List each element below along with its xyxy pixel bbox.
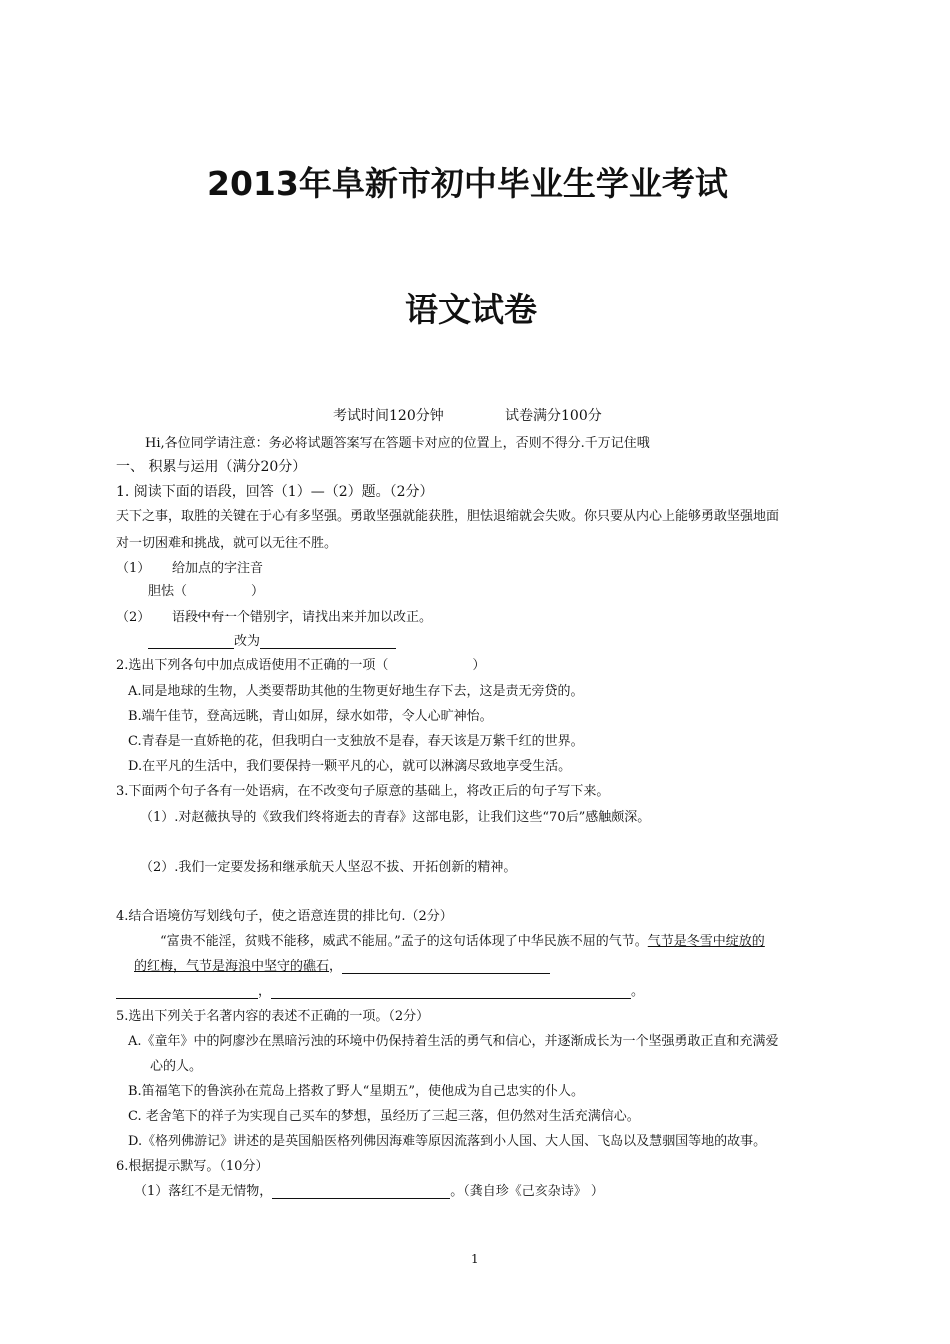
- q1-sub1-label: （1）: [116, 561, 151, 576]
- section-heading: 一、 积累与运用（满分20分）: [116, 459, 307, 475]
- exam-title: 2013年阜新市初中毕业生学业考试: [207, 164, 728, 203]
- q2-option-a: A.同是地球的生物，人类要帮助其他的生物更好地生存下去，这是责无旁贷的。: [128, 684, 584, 699]
- q4-text-plain: “富贵不能淫，贫贱不能移，威武不能屈。”孟子的这句话体现了中华民族不屈的气节。: [160, 934, 648, 949]
- q2-stem-line: [116, 654, 485, 673]
- wrong-char-blank[interactable]: [148, 634, 234, 649]
- corrected-char-blank[interactable]: [260, 634, 396, 649]
- q4-period: 。: [631, 984, 645, 999]
- q3-stem: 3.下面两个句子各有一处语病，在不改变句子原意的基础上，将改正后的句子写下来。: [116, 784, 610, 799]
- q2-option-b: B.端午佳节，登高远眺，青山如屏，绿水如带，令人心旷神怡。: [128, 709, 493, 724]
- q6-s1-pre: （1）落红不是无情物，: [134, 1184, 273, 1199]
- q1-sub2-answer: [148, 630, 396, 649]
- q4-text-line3: [116, 980, 644, 999]
- q5-option-c: C. 老舍笔下的祥子为实现自己买车的梦想，虽经历了三起三落，但仍然对生活充满信心。: [128, 1109, 640, 1124]
- q1-sub1-answer: [148, 580, 264, 599]
- q2-stem: 2.选出下列各句中加点成语使用不正确的一项（: [116, 658, 389, 673]
- q4-underlined-2: 的红梅，气节是海浪中坚守的礁石: [134, 959, 330, 974]
- q4-stem: 4.结合语境仿写划线句子，使之语意连贯的排比句.（2分）: [116, 909, 453, 924]
- q2-option-d: D.在平凡的生活中，我们要保持一颗平凡的心，就可以淋漓尽致地享受生活。: [128, 759, 572, 774]
- q1-passage-line2: 对一切困难和挑战，就可以无往不胜。: [116, 536, 338, 551]
- q6-sentence-1: [134, 1180, 604, 1199]
- q5-stem: 5.选出下列关于名著内容的表述不正确的一项。（2分）: [116, 1009, 430, 1024]
- q5-option-d: D.《格列佛游记》讲述的是英国船医格列佛因海难等原因流落到小人国、大人国、飞岛以及慧骃国等地的故事。: [128, 1134, 767, 1149]
- q4-text-line1: [160, 930, 765, 949]
- exam-time: 考试时间120分钟: [333, 408, 444, 424]
- q4-underlined-1: 气节是冬雪中绽放的: [647, 934, 765, 949]
- q1-sub1-close: ）: [251, 584, 265, 599]
- notice: Hi,各位同学请注意：务必将试题答案写在答题卡对应的位置上，否则不得分.千万记住哦: [145, 436, 650, 451]
- q1-stem: 1. 阅读下面的语段，回答（1）—（2）题。（2分）: [116, 484, 434, 500]
- q4-comma: ，: [329, 959, 343, 974]
- q2-option-c: C.青春是一直娇艳的花，但我明白一支独放不是春，春天该是万紫千红的世界。: [128, 734, 584, 749]
- q6-blank-1[interactable]: [272, 1184, 450, 1199]
- exam-subtitle: 语文试卷: [405, 290, 537, 329]
- page-number: 1: [471, 1252, 479, 1266]
- q5-option-a-line1: A.《童年》中的阿廖沙在黑暗污浊的环境中仍保持着生活的勇气和信心，并逐渐成长为一个坚强勇敢正直和充满爱: [128, 1034, 779, 1049]
- q1-sub2-label: （2）: [116, 610, 151, 625]
- q3-sentence-1: （1）.对赵薇执导的《致我们终将逝去的青春》这部电影，让我们这些“70后”感触颇深。: [140, 810, 651, 825]
- q4-blank-3[interactable]: [271, 984, 631, 999]
- full-score: 试卷满分100分: [505, 408, 602, 424]
- q4-text-line2: [134, 955, 550, 974]
- q4-blank-2[interactable]: [116, 984, 258, 999]
- q4-comma-2: ，: [258, 984, 272, 999]
- q1-sub1-word: 胆怯（: [148, 584, 188, 599]
- q5-option-a-line2: 心的人。: [150, 1059, 203, 1074]
- q1-sub2-text: 语段中有一个错别字，请找出来并加以改正。: [172, 610, 433, 625]
- q2-stem-close: ）: [472, 658, 486, 673]
- q1-sub1-text: 给加点的字注音: [172, 561, 264, 576]
- q6-stem: 6.根据提示默写。（10分）: [116, 1159, 269, 1174]
- q6-s1-post: 。（龚自珍《己亥杂诗》 ）: [450, 1184, 604, 1199]
- q5-option-b: B.笛福笔下的鲁滨孙在荒岛上搭救了野人“星期五”，使他成为自己忠实的仆人。: [128, 1084, 584, 1099]
- q3-sentence-2: （2）.我们一定要发扬和继承航天人坚忍不拔、开拓创新的精神。: [140, 860, 517, 875]
- q4-blank-1[interactable]: [342, 959, 550, 974]
- q1-sub2-change: 改为: [234, 634, 261, 649]
- q1-passage-line1: 天下之事，取胜的关键在于心有多坚强。勇敢坚强就能获胜，胆怯退缩就会失败。你只要从内心上能够勇敢坚强地面: [116, 509, 780, 524]
